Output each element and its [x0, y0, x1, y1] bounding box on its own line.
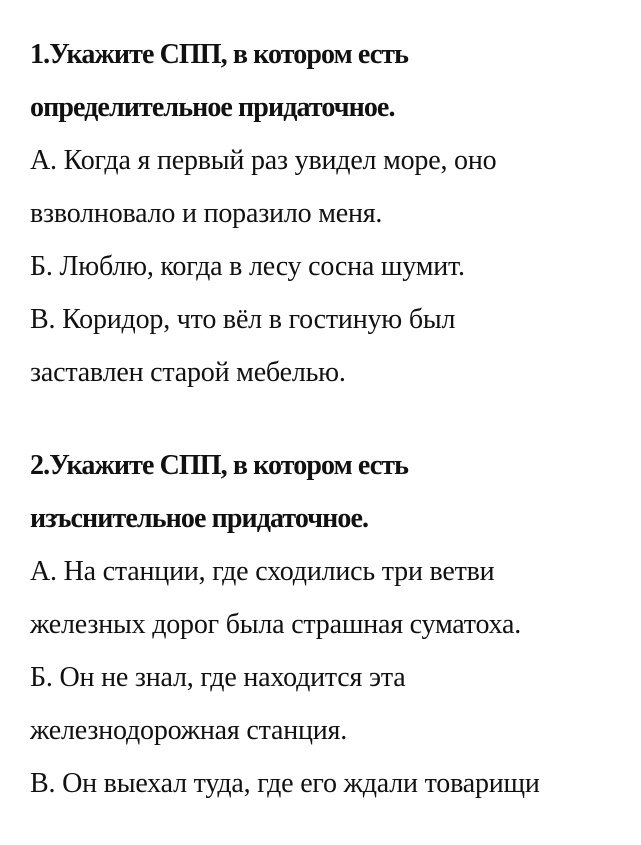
question-1-option-c-line-1: В. Коридор, что вёл в гостиную был — [30, 304, 456, 335]
question-1-option-c-line-2: заставлен старой мебелью. — [30, 357, 346, 388]
question-1 — [30, 28, 641, 399]
question-2-option-c: В. Он выехал туда, где его ждали товарищи — [30, 768, 540, 799]
question-2-option-b-line-2: железнодорожная станция. — [30, 715, 348, 746]
question-1-option-a-line-2: взволновало и поразило меня. — [30, 198, 383, 229]
question-2-option-a-line-2: железных дорог была страшная суматоха. — [30, 609, 522, 640]
question-spacer — [30, 399, 641, 439]
document-page — [30, 28, 641, 810]
question-1-option-a-line-1: А. Когда я первый раз увидел море, оно — [30, 145, 497, 176]
question-2-option-b-line-1: Б. Он не знал, где находится эта — [30, 662, 406, 693]
question-1-title-line-2: определительное придаточное. — [30, 92, 395, 123]
question-2 — [30, 439, 641, 810]
question-2-option-a-line-1: А. На станции, где сходились три ветви — [30, 556, 495, 587]
question-1-option-b: Б. Люблю, когда в лесу сосна шумит. — [30, 251, 465, 282]
question-1-title-line-1: 1.Укажите СПП, в котором есть — [30, 39, 409, 70]
question-2-title-line-2: изъснительное придаточное. — [30, 503, 369, 534]
question-2-title-line-1: 2.Укажите СПП, в котором есть — [30, 450, 409, 481]
